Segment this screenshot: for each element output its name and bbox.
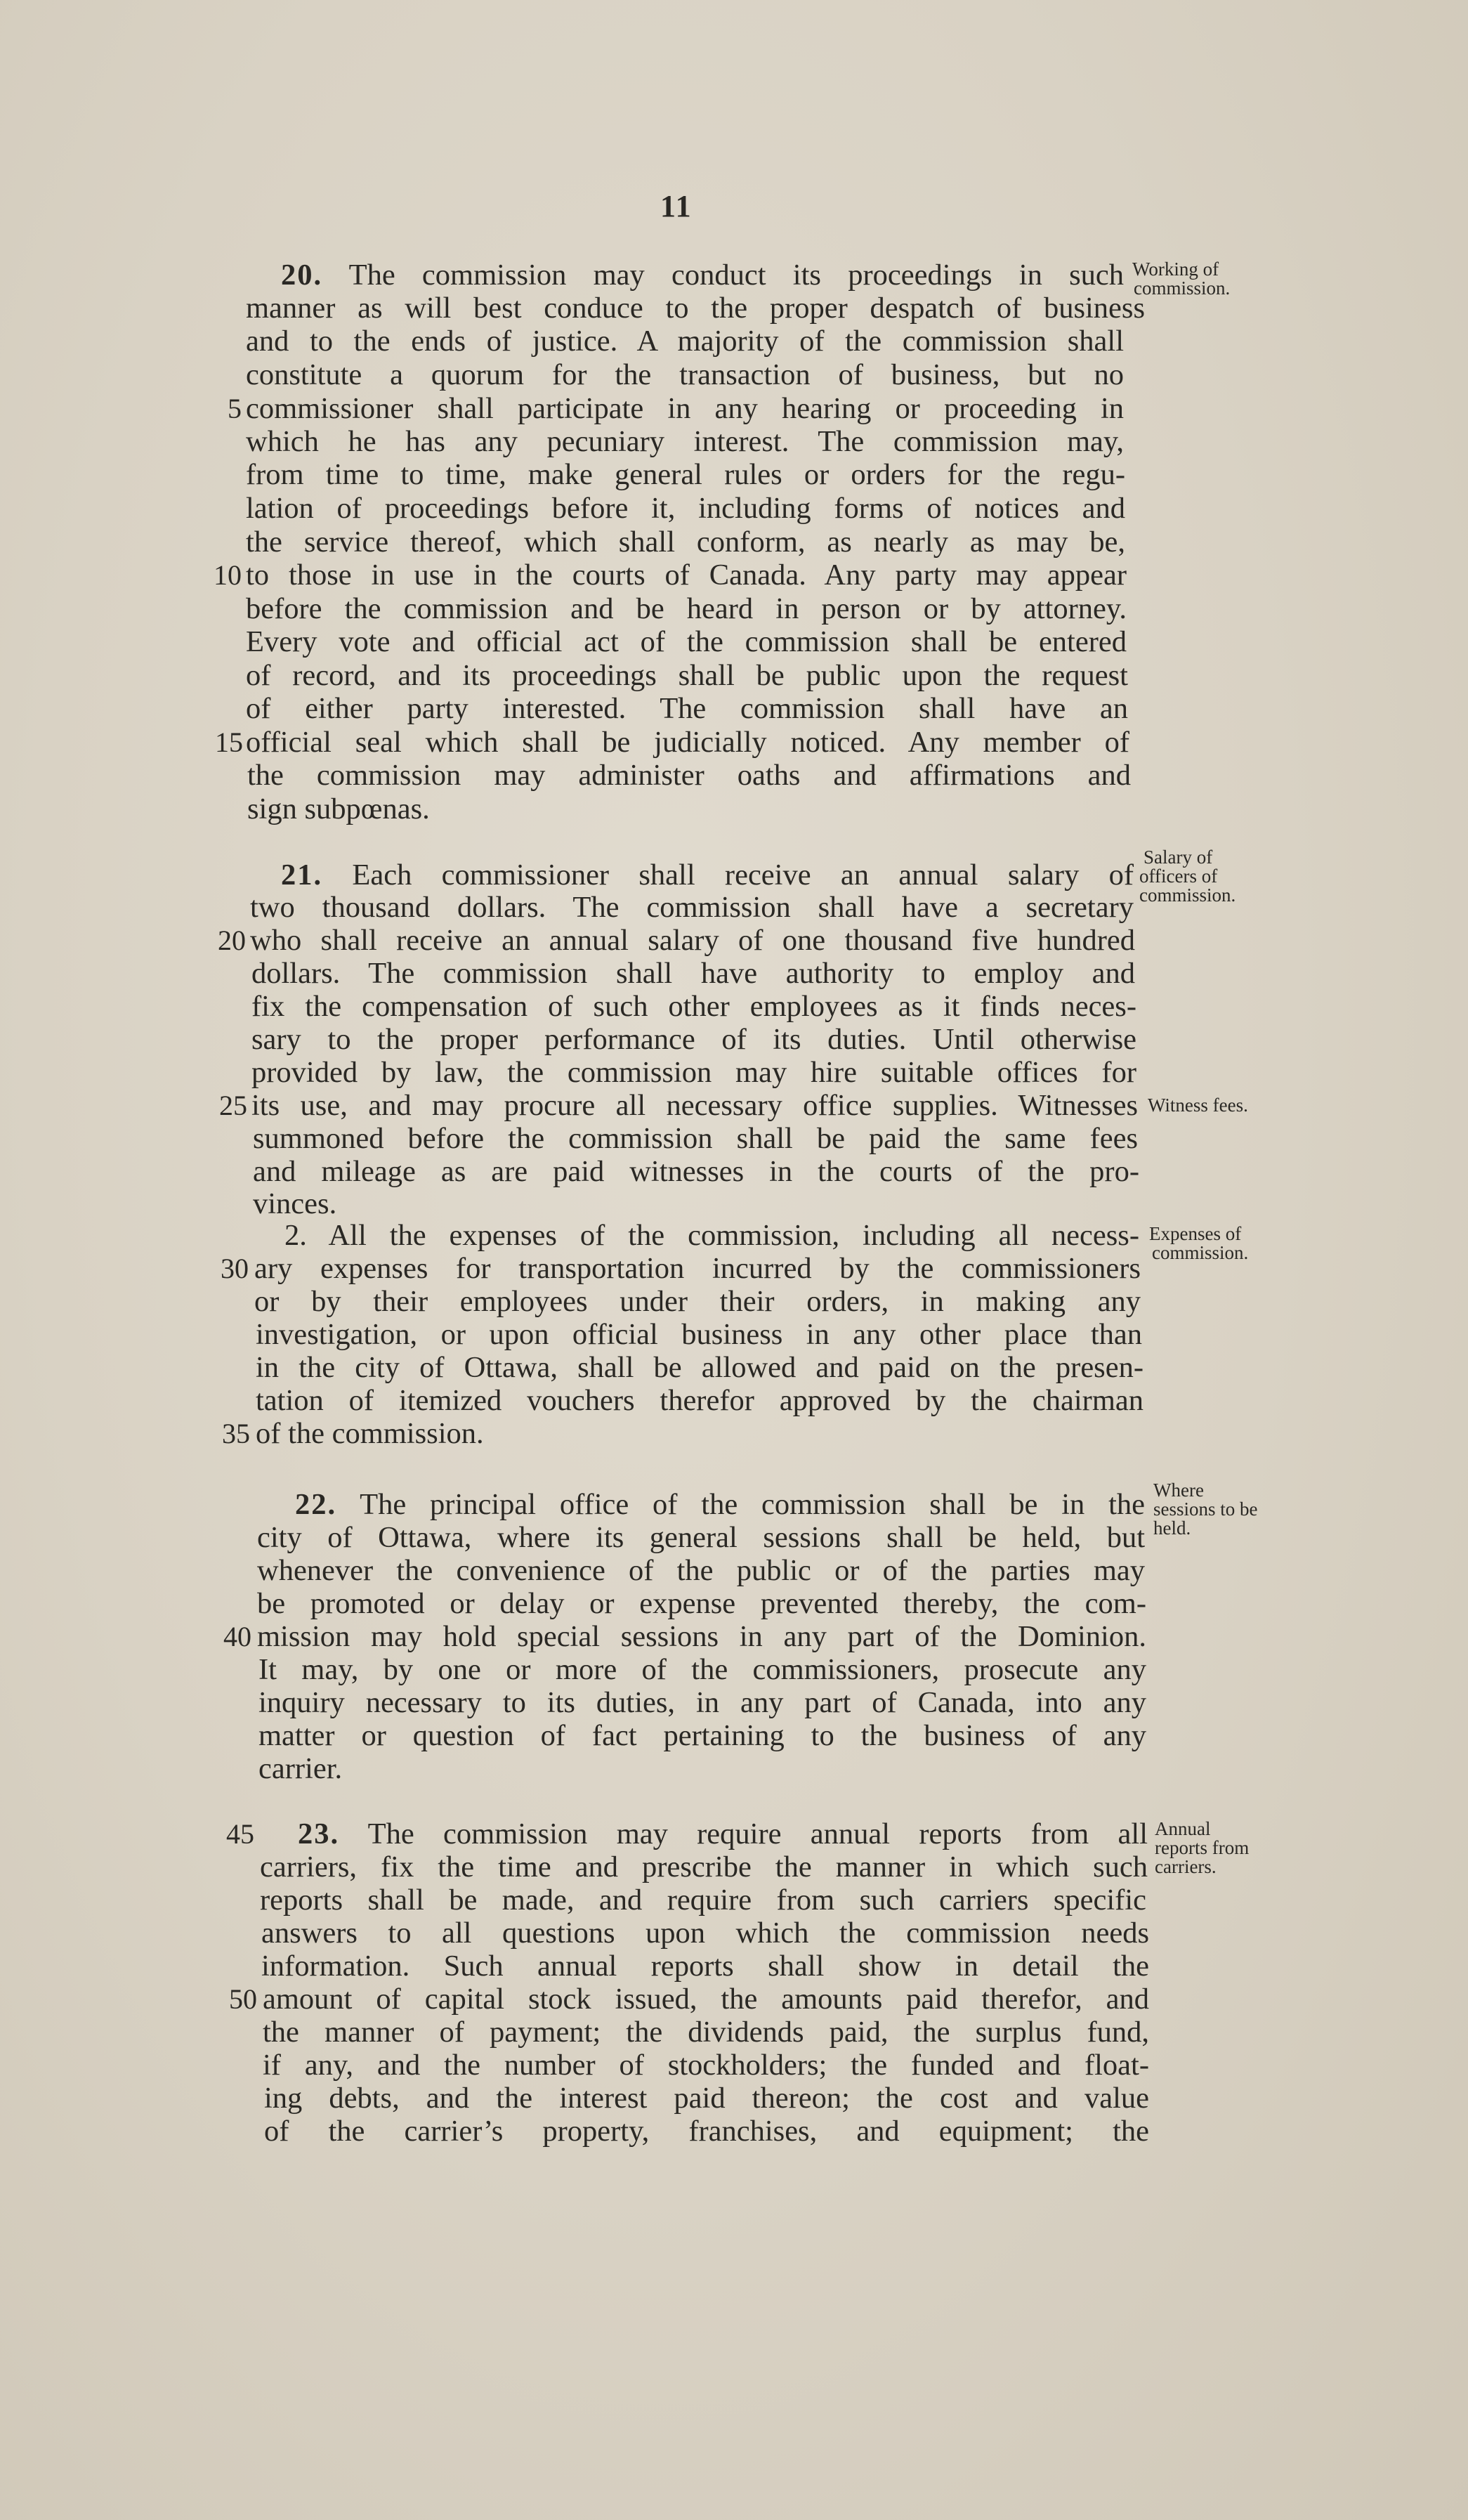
marginal-note-working-of-commission: Working of commission.	[1132, 259, 1231, 299]
text-line: to those in use in the courts of Canada. Any party may appear	[246, 559, 1127, 592]
text-line: who shall receive an annual salary of one thousand five hundred	[250, 924, 1135, 957]
line-number: 35	[222, 1418, 250, 1449]
line-number: 45	[226, 1818, 254, 1850]
text-line: sign subpœnas.	[247, 792, 430, 825]
line-number: 15	[215, 726, 243, 758]
text-line: mission may hold special sessions in any part of the Dominion.	[257, 1620, 1146, 1653]
text-line: the commission may administer oaths and affirmations and	[247, 759, 1131, 792]
text-line: investigation, or upon official business in any other place than	[256, 1318, 1142, 1351]
text-line: carriers, fix the time and prescribe the manner in which such	[260, 1850, 1148, 1884]
text-line: and to the ends of justice. A majority of the commission shall	[246, 325, 1124, 358]
line-number: 20	[218, 925, 246, 956]
text-line: if any, and the number of stockholders; the funded and float-	[263, 2049, 1149, 2082]
marginal-note-witness-fees: Witness fees.	[1148, 1095, 1248, 1116]
text-line: dollars. The commission shall have authority to employ and	[251, 957, 1135, 990]
marginal-note-where-sessions-held: Where sessions to be held.	[1153, 1480, 1258, 1539]
text-line: of the carrier’s property, franchises, and equipment; the	[264, 2115, 1149, 2148]
text-line: be promoted or delay or expense prevented thereby, the com-	[257, 1587, 1146, 1620]
marginal-note-annual-reports: Annual reports from carriers.	[1155, 1818, 1250, 1877]
text-line: in the city of Ottawa, shall be allowed and paid on the presen-	[256, 1351, 1143, 1384]
text-line: Every vote and official act of the commission shall be entered	[246, 625, 1127, 658]
section-number: 23.	[298, 1817, 340, 1850]
text-line: ary expenses for transportation incurred by the commissioners	[254, 1252, 1141, 1285]
section-number: 20.	[281, 259, 323, 292]
text-line: of either party interested. The commission shall have an	[246, 692, 1128, 725]
text-line: its use, and may procure all necessary office supplies. Witnesses	[251, 1089, 1138, 1122]
text-line: 2. All the expenses of the commission, including all necess-	[284, 1219, 1139, 1252]
section-number: 21.	[281, 859, 323, 892]
text-line: from time to time, make general rules or orders for the regu-	[246, 458, 1125, 491]
text-line: commissioner shall participate in any hearing or proceeding in	[246, 392, 1124, 425]
text-line: matter or question of fact pertaining to the business of any	[258, 1719, 1146, 1752]
text-line: 21. Each commissioner shall receive an annual salary of	[281, 859, 1134, 892]
text-line: the manner of payment; the dividends paid, the surplus fund,	[263, 2016, 1149, 2049]
text-line: carrier.	[258, 1752, 343, 1785]
text-line: constitute a quorum for the transaction of business, but no	[246, 358, 1124, 391]
text-line: official seal which shall be judicially noticed. Any member of	[246, 726, 1129, 759]
line-number: 10	[214, 559, 242, 591]
line-number: 50	[229, 1983, 257, 2015]
text-line: city of Ottawa, where its general sessions shall be held, but	[257, 1521, 1145, 1554]
text-line: tation of itemized vouchers therefor approved by the chairman	[256, 1384, 1143, 1417]
text-line: inquiry necessary to its duties, in any part of Canada, into any	[258, 1686, 1146, 1719]
text-line: vinces.	[253, 1187, 337, 1220]
text-line: which he has any pecuniary interest. The commission may,	[246, 425, 1124, 458]
section-number: 22.	[295, 1488, 337, 1521]
text-line: sary to the proper performance of its duties. Until otherwise	[251, 1023, 1136, 1056]
line-number: 40	[223, 1621, 251, 1652]
text-line: of record, and its proceedings shall be public upon the request	[246, 659, 1128, 692]
text-line: 20. The commission may conduct its proceedings in such	[281, 259, 1124, 292]
text-line: ing debts, and the interest paid thereon; the cost and value	[264, 2082, 1149, 2115]
page-number: 11	[660, 189, 693, 223]
marginal-note-salary-of-officers: Salary of officers of commission.	[1139, 847, 1236, 906]
text-line: 23. The commission may require annual reports from all	[298, 1817, 1148, 1850]
text-line: summoned before the commission shall be paid the same fees	[253, 1122, 1138, 1155]
text-line: answers to all questions upon which the commission needs	[261, 1917, 1149, 1950]
text-line: two thousand dollars. The commission shall have a secretary	[250, 891, 1134, 924]
text-line: whenever the convenience of the public or of the parties may	[257, 1554, 1145, 1587]
line-number: 30	[221, 1253, 249, 1284]
text-line: manner as will best conduce to the proper despatch of business	[246, 292, 1145, 325]
text-line: of the commission.	[256, 1417, 484, 1450]
line-number: 5	[228, 393, 242, 424]
text-line: It may, by one or more of the commissioners, prosecute any	[258, 1653, 1146, 1686]
text-line: amount of capital stock issued, the amounts paid therefor, and	[263, 1983, 1149, 2016]
text-line: lation of proceedings before it, including forms of notices and	[246, 492, 1125, 525]
text-line: or by their employees under their orders, in making any	[254, 1285, 1141, 1318]
marginal-note-expenses-of-commission: Expenses of commission.	[1149, 1223, 1249, 1263]
text-line: fix the compensation of such other employees as it finds neces-	[251, 990, 1136, 1023]
text-line: provided by law, the commission may hire suitable offices for	[251, 1056, 1136, 1089]
text-line: the service thereof, which shall conform, as nearly as may be,	[246, 525, 1125, 559]
text-line: reports shall be made, and require from such carriers specific	[260, 1884, 1146, 1917]
text-line: and mileage as are paid witnesses in the courts of the pro-	[253, 1155, 1139, 1188]
line-number: 25	[219, 1090, 247, 1121]
text-line: information. Such annual reports shall show in detail the	[261, 1950, 1149, 1983]
text-line: 22. The principal office of the commission shall be in the	[295, 1488, 1146, 1521]
text-line: before the commission and be heard in person or by attorney.	[246, 592, 1127, 625]
